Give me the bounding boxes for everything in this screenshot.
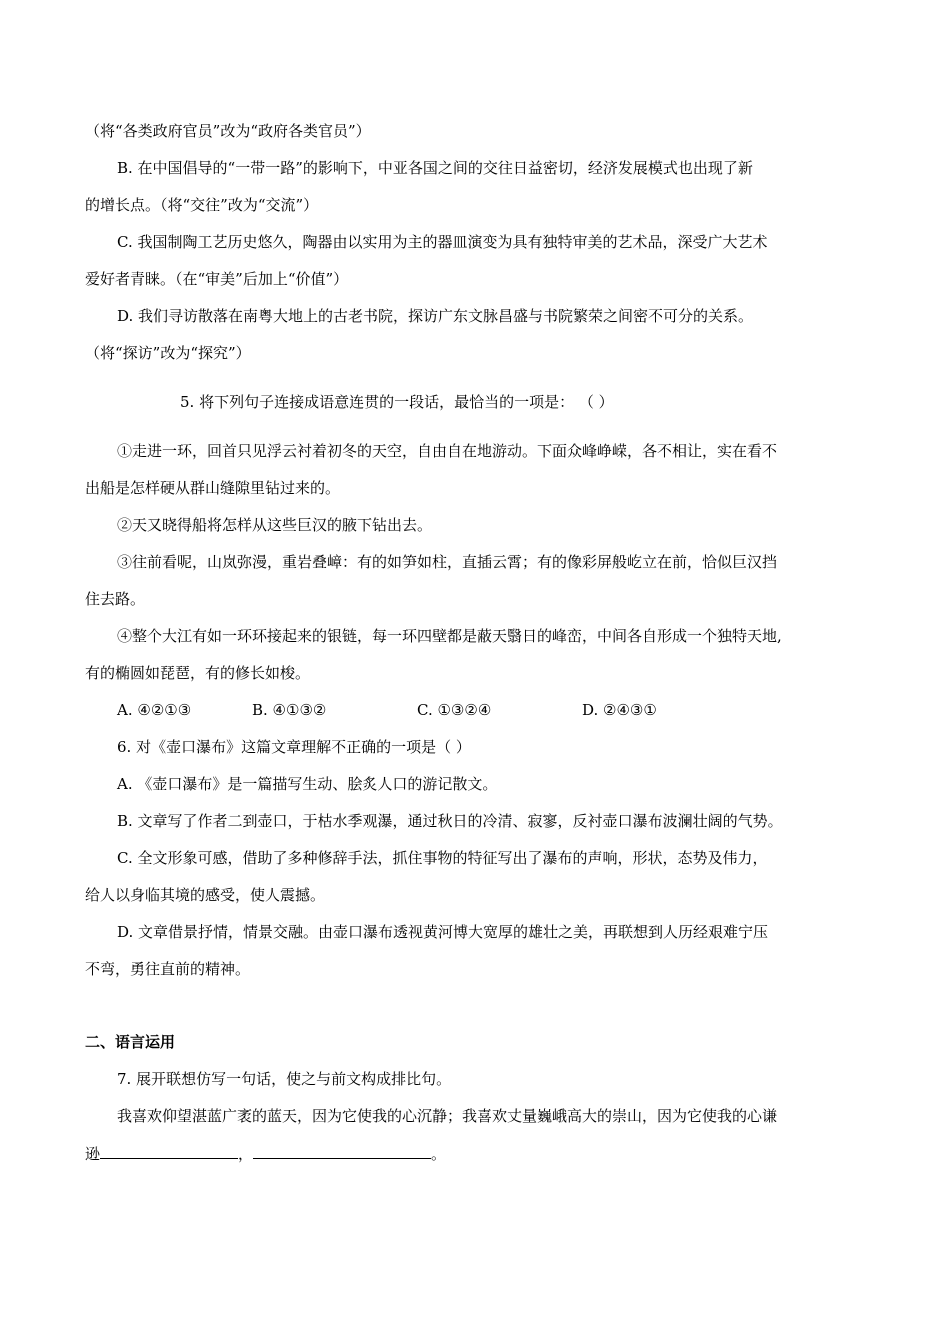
q7-stem: 7. 展开联想仿写一句话，使之与前文构成排比句。 (117, 1070, 452, 1088)
section-heading: 二、语言运用 (85, 1033, 176, 1051)
q6-option-d-line1: D. 文章借景抒情，情景交融。由壶口瀑布透视黄河博大宽厚的雄壮之美，再联想到人历经艰难宁压 (117, 923, 769, 941)
q6-option-d-line2: 不弯，勇往直前的精神。 (85, 960, 251, 978)
q4-option-c-line2: 爱好者青睐。（在“审美”后加上“价值”） (85, 270, 349, 288)
q6-option-b: B. 文章写了作者二到壶口，于枯水季观瀑，通过秋日的冷清、寂寥，反衬壶口瀑布波澜壮阔的气势。 (117, 812, 783, 830)
q5-stem: 5. 将下列句子连接成语意连贯的一段话，最恰当的一项是： （ ） (180, 393, 614, 411)
q6-stem: 6. 对《壶口瀑布》这篇文章理解不正确的一项是（ ） (117, 738, 471, 756)
q7-text-line1: 我喜欢仰望湛蓝广袤的蓝天，因为它使我的心沉静；我喜欢丈量巍峨高大的崇山，因为它使我的心谦 (117, 1107, 778, 1125)
q6-option-c-line1: C. 全文形象可感，借助了多种修辞手法，抓住事物的特征写出了瀑布的声响，形状，态势及伟力， (117, 849, 768, 867)
q5-sentence-2: ②天又晓得船将怎样从这些巨汉的腋下钻出去。 (117, 516, 433, 534)
q4-option-b-line2: 的增长点。（将“交往”改为“交流”） (85, 196, 319, 214)
q5-sentence-3-line2: 住去路。 (85, 590, 146, 608)
q7-text-line2 (85, 1143, 446, 1164)
q5-option-c: C. ①③②④ (417, 701, 492, 719)
q4-a-note: （将“各类政府官员”改为“政府各类官员”） (85, 122, 371, 140)
q5-option-d: D. ②④③① (582, 701, 657, 719)
q4-option-d-line1: D. 我们寻访散落在南粤大地上的古老书院，探访广东文脉昌盛与书院繁荣之间密不可分的关系。 (117, 307, 754, 325)
q7-end: 。 (431, 1145, 447, 1163)
q7-line2-start: 逊 (85, 1145, 101, 1163)
q5-option-a: A. ④②①③ (117, 701, 192, 719)
q4-option-b-line1: B. 在中国倡导的“一带一路”的影响下，中亚各国之间的交往日益密切，经济发展模式也出现了新 (117, 159, 753, 177)
answer-blank-2[interactable] (253, 1143, 431, 1159)
q5-sentence-1-line1: ①走进一环，回首只见浮云衬着初冬的天空，自由自在地游动。下面众峰峥嵘，各不相让，实在看不 (117, 442, 778, 460)
q5-sentence-4-line2: 有的椭圆如琵琶，有的修长如梭。 (85, 664, 311, 682)
q6-option-c-line2: 给人以身临其境的感受，使人震撼。 (85, 886, 326, 904)
q5-sentence-1-line2: 出船是怎样硬从群山缝隙里钻过来的。 (85, 479, 341, 497)
q5-sentence-3-line1: ③往前看呢，山岚弥漫，重岩叠嶂：有的如笋如柱，直插云霄；有的像彩屏般屹立在前，恰似巨汉挡 (117, 553, 778, 571)
q7-comma: ， (238, 1145, 254, 1163)
q4-option-c-line1: C. 我国制陶工艺历史悠久，陶器由以实用为主的器皿演变为具有独特审美的艺术品，深受广大艺术 (117, 233, 768, 251)
q4-option-d-line2: （将“探访”改为“探究”） (85, 344, 251, 362)
q6-option-a: A. 《壶口瀑布》是一篇描写生动、脍炙人口的游记散文。 (117, 775, 498, 793)
q5-sentence-4-line1: ④整个大江有如一环环接起来的银链，每一环四壁都是蔽天翳日的峰峦，中间各自形成一个独特天地, (117, 627, 782, 645)
q5-option-b: B. ④①③② (252, 701, 327, 719)
answer-blank-1[interactable] (100, 1143, 238, 1159)
